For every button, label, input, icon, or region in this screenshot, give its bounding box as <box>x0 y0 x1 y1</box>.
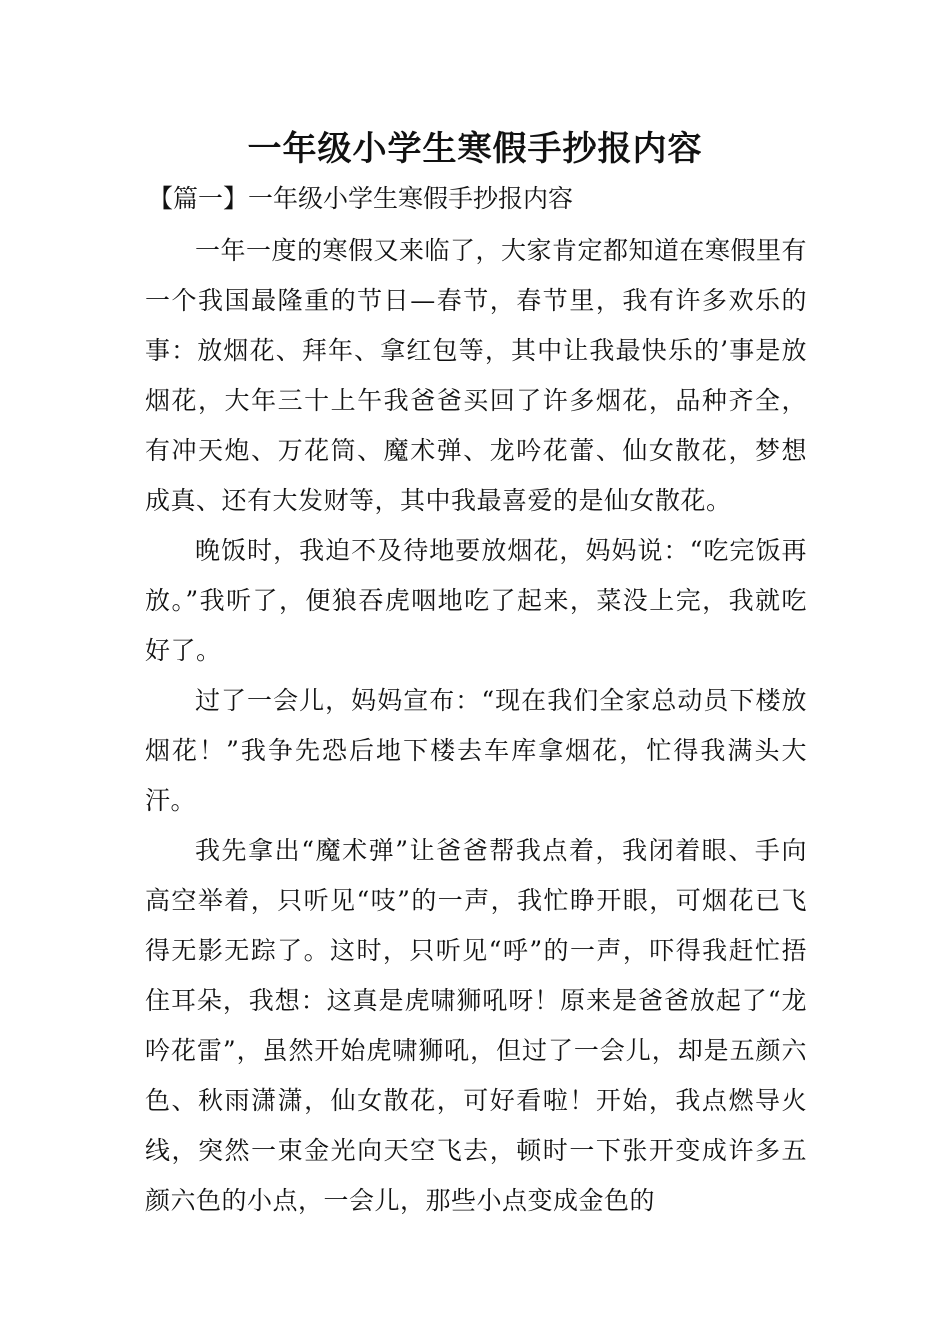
document-body <box>145 226 807 1226</box>
section-heading: 【篇一】一年级小学生寒假手抄报内容 <box>148 184 574 213</box>
paragraph-2: 晚饭时，我迫不及待地要放烟花，妈妈说：“吃完饭再放。”我听了，便狼吞虎咽地吃了起来，菜没上完，我就吃好了。 <box>145 536 807 665</box>
paragraph-3: 过了一会儿，妈妈宣布：“现在我们全家总动员下楼放烟花！”我争先恐后地下楼去车库拿烟花，忙得我满头大汗。 <box>145 686 807 815</box>
paragraph-1: 一年一度的寒假又来临了，大家肯定都知道在寒假里有一个我国最隆重的节日—春节，春节里，我有许多欢乐的事：放烟花、拜年、拿红包等，其中让我最快乐的’事是放烟花，大年三十上午我爸爸买回了许多烟花，品种齐全，有冲天炮、万花筒、魔术弹、龙吟花蕾、仙女散花，梦想成真、还有大发财等，其中我最喜爱的是仙女散花。 <box>145 236 808 515</box>
document-title: 一年级小学生寒假手抄报内容 <box>247 129 703 169</box>
paragraph-4: 我先拿出“魔术弹”让爸爸帮我点着，我闭着眼、手向高空举着，只听见“吱”的一声，我忙睁开眼，可烟花已飞得无影无踪了。这时，只听见“呼”的一声，吓得我赶忙捂住耳朵，我想：这真是虎啸狮吼呀！原来是爸爸放起了“龙吟花雷”，虽然开始虎啸狮吼，但过了一会儿，却是五颜六色、秋雨潇潇，仙女散花，可好看啦！开始，我点燃导火线，突然一束金光向天空飞去，顿时一下张开变成许多五颜六色的小点，一会儿，那些小点变成金色的 <box>145 836 807 1215</box>
